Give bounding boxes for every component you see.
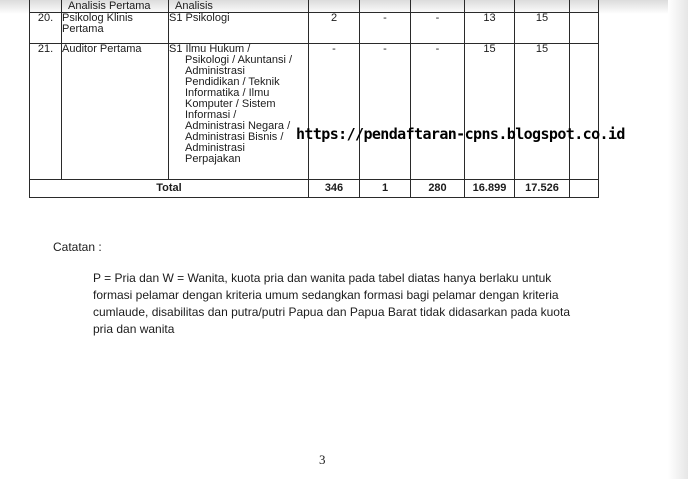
notes-line: formasi pelamar dengan kriteria umum sedangkan formasi bagi pelamar dengan kriteria [93, 288, 559, 302]
notes-line: P = Pria dan W = Wanita, kuota pria dan wanita pada tabel diatas hanya berlaku untuk [93, 271, 552, 285]
table-total-row [30, 180, 599, 198]
notes-line: pria dan wanita [93, 322, 175, 336]
total-value: 280 [411, 180, 465, 198]
jabatan-cell: Psikolog Klinis Pertama [62, 13, 169, 44]
row-number: 20. [30, 13, 62, 44]
notes-title: Catatan : [53, 240, 102, 254]
value-cell: 15 [515, 13, 570, 44]
row-number: 21. [30, 44, 62, 180]
jabatan-cell: Auditor Pertama [62, 44, 169, 180]
table-row-clipped [30, 0, 599, 13]
clipped-jabatan: Analisis Pertama [62, 0, 169, 13]
value-cell: - [309, 44, 360, 180]
page-number: 3 [319, 452, 326, 467]
notes-body [93, 270, 613, 338]
kualifikasi-cell: S1 Ilmu Hukum / Psikologi / Akuntansi / Administrasi Pendidikan / Teknik Informatika / Ilmu Komputer / Sistem Informasi / Administrasi Negara / Administrasi Bisnis / Administrasi Perpajakan [169, 44, 309, 180]
watermark-url: https://pendaftaran-cpns.blogspot.co.id [296, 125, 625, 143]
total-label: Total [30, 180, 309, 198]
value-cell: - [411, 44, 465, 180]
value-cell: 15 [465, 44, 515, 180]
value-cell: 15 [515, 44, 570, 180]
value-cell: - [411, 13, 465, 44]
table-row [30, 44, 599, 180]
value-cell: - [360, 44, 411, 180]
clipped-kualifikasi: Analisis [169, 0, 309, 13]
page-right-shadow [668, 0, 688, 479]
formation-table [29, 0, 599, 198]
table-row [30, 13, 599, 44]
total-value: 16.899 [465, 180, 515, 198]
kualifikasi-cell: S1 Psikologi [169, 13, 309, 44]
value-cell: 13 [465, 13, 515, 44]
total-value: 17.526 [515, 180, 570, 198]
total-value: 346 [309, 180, 360, 198]
value-cell: - [360, 13, 411, 44]
total-value: 1 [360, 180, 411, 198]
notes-line: cumlaude, disabilitas dan putra/putri Papua dan Papua Barat tidak didasarkan pada kuota [93, 305, 570, 319]
value-cell: 2 [309, 13, 360, 44]
